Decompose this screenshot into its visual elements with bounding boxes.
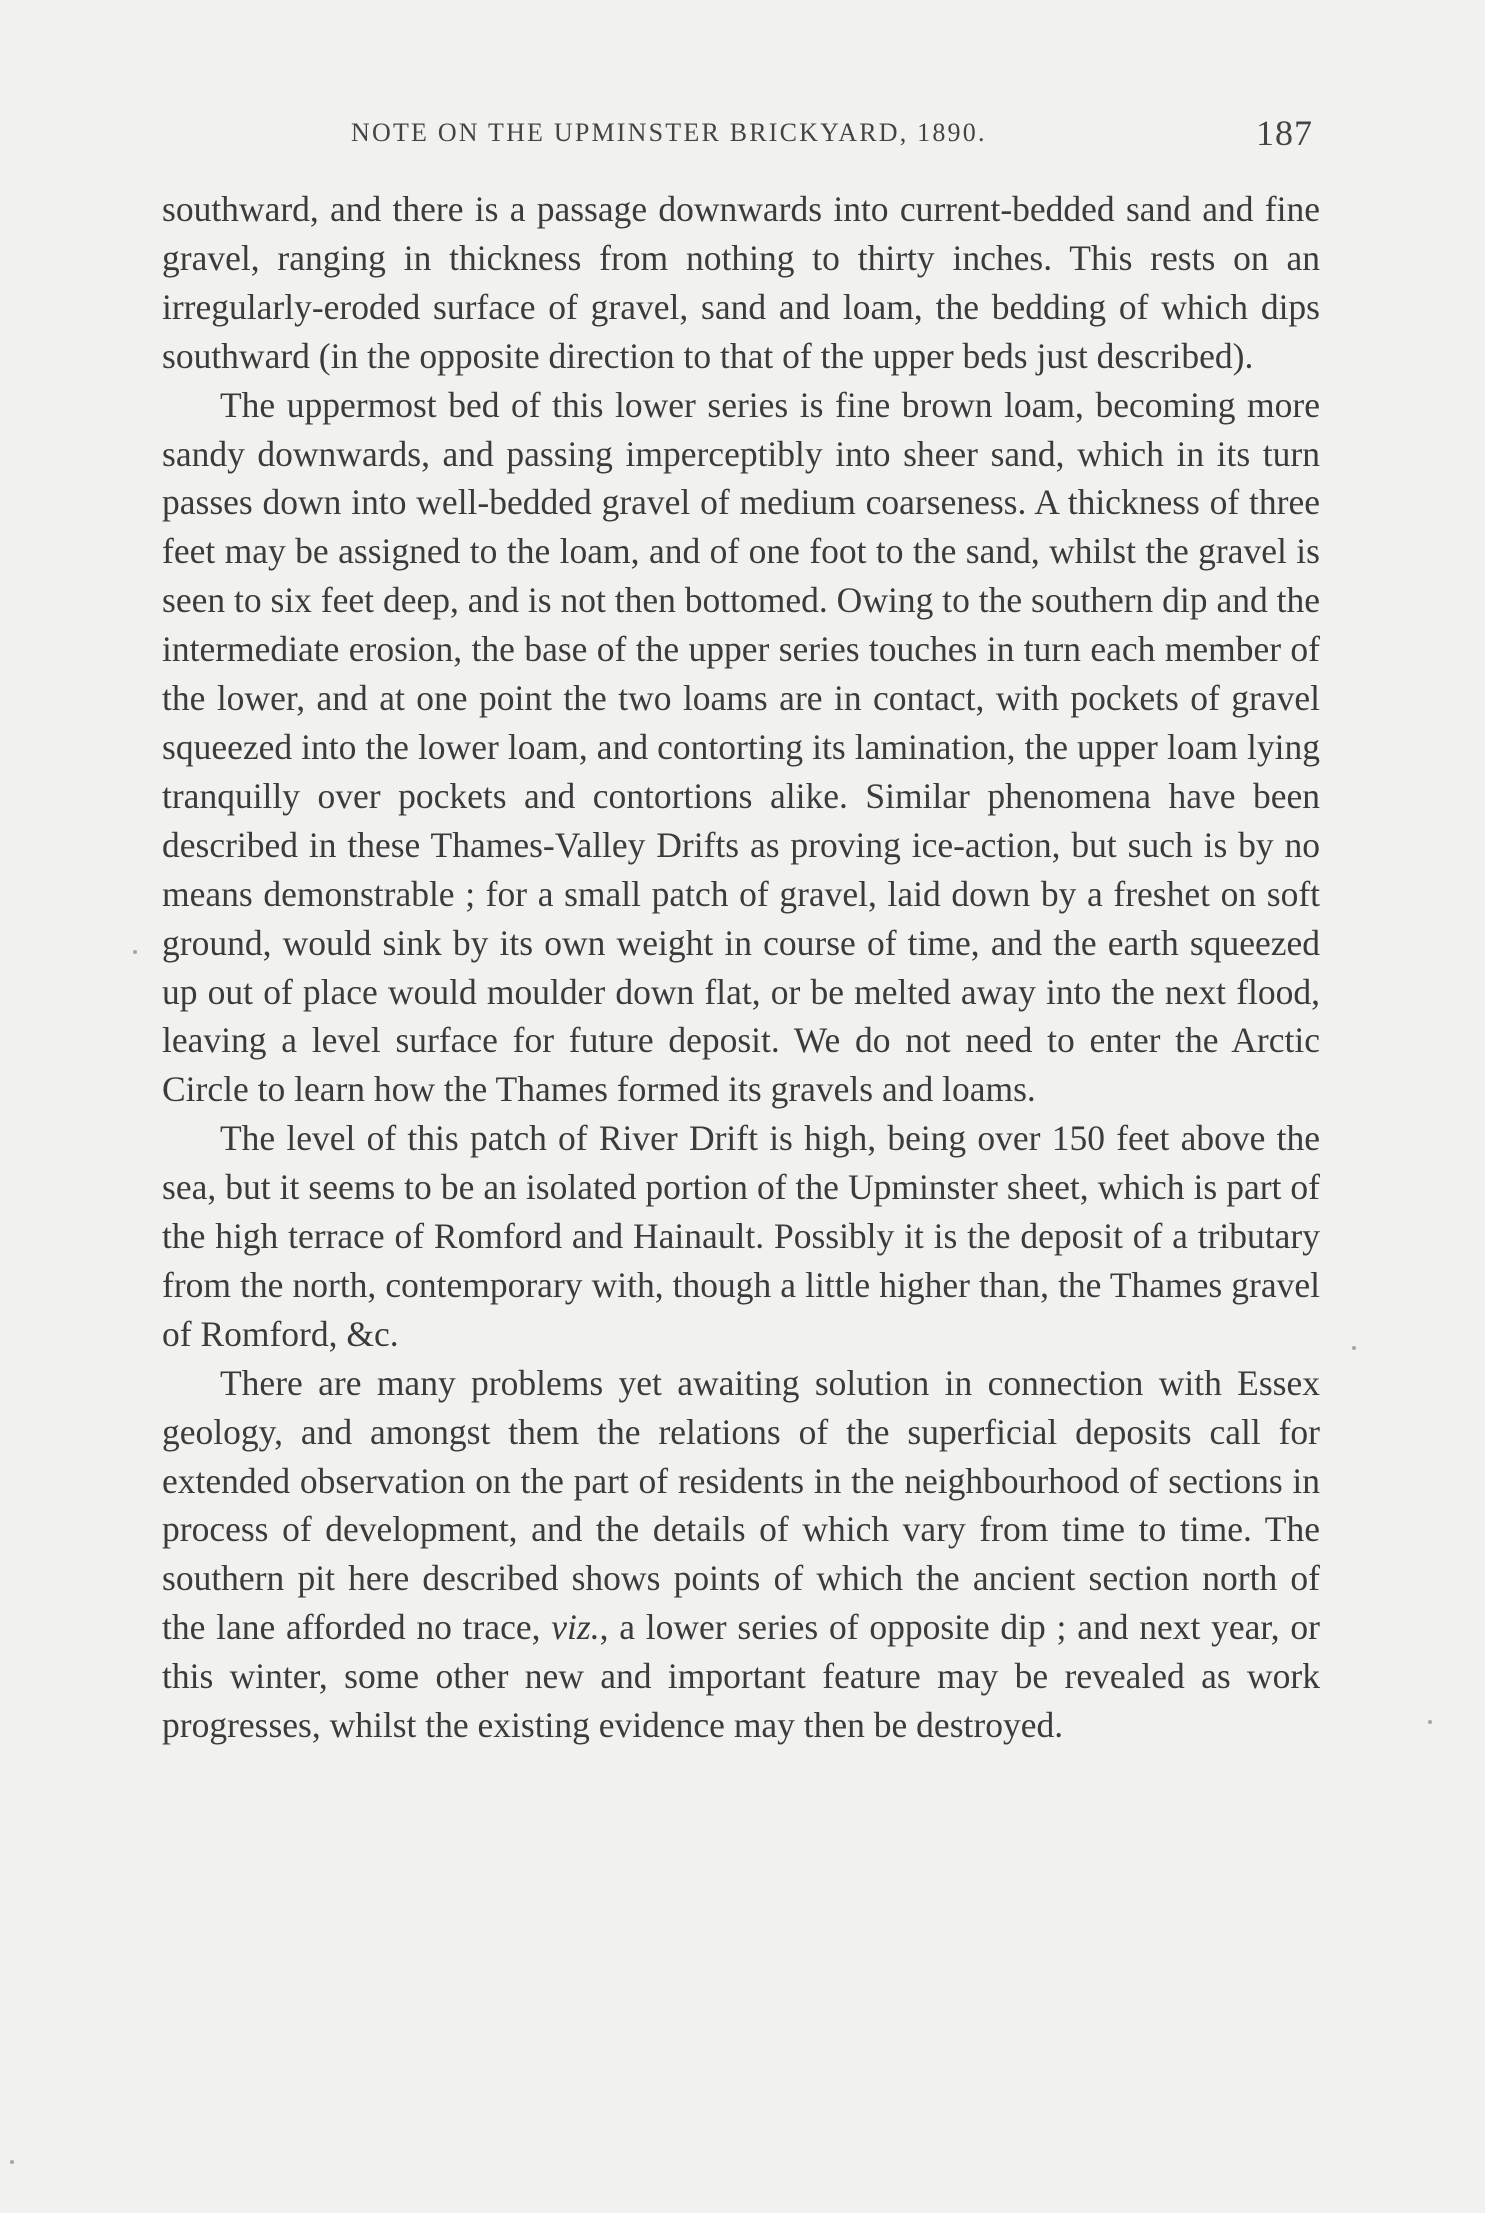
page-number: 187 [1256,113,1313,153]
paragraph-text-start: There are many problems yet awaiting solution in connection with Essex geology, and amongst them the relations of the superficial deposits call for extended observation on the part of residents in the neighbourhood of sections in process of development, and the details of which vary from time to time. The southern pit here described shows points of which the ancient section north of the lane afforded no trace, [162,1362,1320,1648]
paragraph-continued: southward, and there is a passage downwards into current-bedded sand and fine gravel, ranging in thickness from nothing to thirty inches. This rests on an irregularly-eroded surface of gravel, sand and loam, the bedding of which dips southward (in the opposite direction to that of the upper beds just described). [162,189,1320,376]
paragraph-text-end: , a lower series of opposite dip ; and next year, or this winter, some other new and important feature may be revealed as work progresses, whilst the existing evidence may then be destroyed. [162,1607,1320,1746]
paper-speck [1352,1346,1356,1350]
paragraph-river-drift-level: The level of this patch of River Drift is high, being over 150 feet above the sea, but it seems to be an isolated portion of the Upminster sheet, which is part of the high terrace of Romford and Hainault. Possibly it is the deposit of a tributary from the north, contemporary with, though a little higher than, the Thames gravel of Romford, &c. [162,1118,1320,1354]
paper-speck [10,2160,14,2164]
body-text [162,185,1320,1750]
italic-viz: viz. [551,1607,600,1648]
paragraph-lower-series: The uppermost bed of this lower series is fine brown loam, becoming more sandy downwards, and passing imperceptibly into sheer sand, which in its turn passes down into well-bedded gravel of medium coarseness. A thickness of three feet may be assigned to the loam, and of one foot to the sand, whilst the gravel is seen to six feet deep, and is not then bottomed. Owing to the southern dip and the intermediate erosion, the base of the upper series touches in turn each member of the lower, and at one point the two loams are in contact, with pockets of gravel squeezed into the lower loam, and contorting its lamination, the upper loam lying tranquilly over pockets and contortions alike. Similar phenomena have been described in these Thames-Valley Drifts as proving ice-action, but such is by no means demonstrable ; for a small patch of gravel, laid down by a freshet on soft ground, would sink by its own weight in course of time, and the earth squeezed up out of place would moulder down flat, or be melted away into the next flood, leaving a level surface for future deposit. We do not need to enter the Arctic Circle to learn how the Thames formed its gravels and loams. [162,384,1320,1110]
running-title: NOTE ON THE UPMINSTER BRICKYARD, 1890. [351,118,987,147]
paragraph-essex-problems [162,1359,1320,1750]
paper-speck [133,950,137,954]
paper-speck [1428,1720,1432,1724]
running-head [163,112,1313,162]
